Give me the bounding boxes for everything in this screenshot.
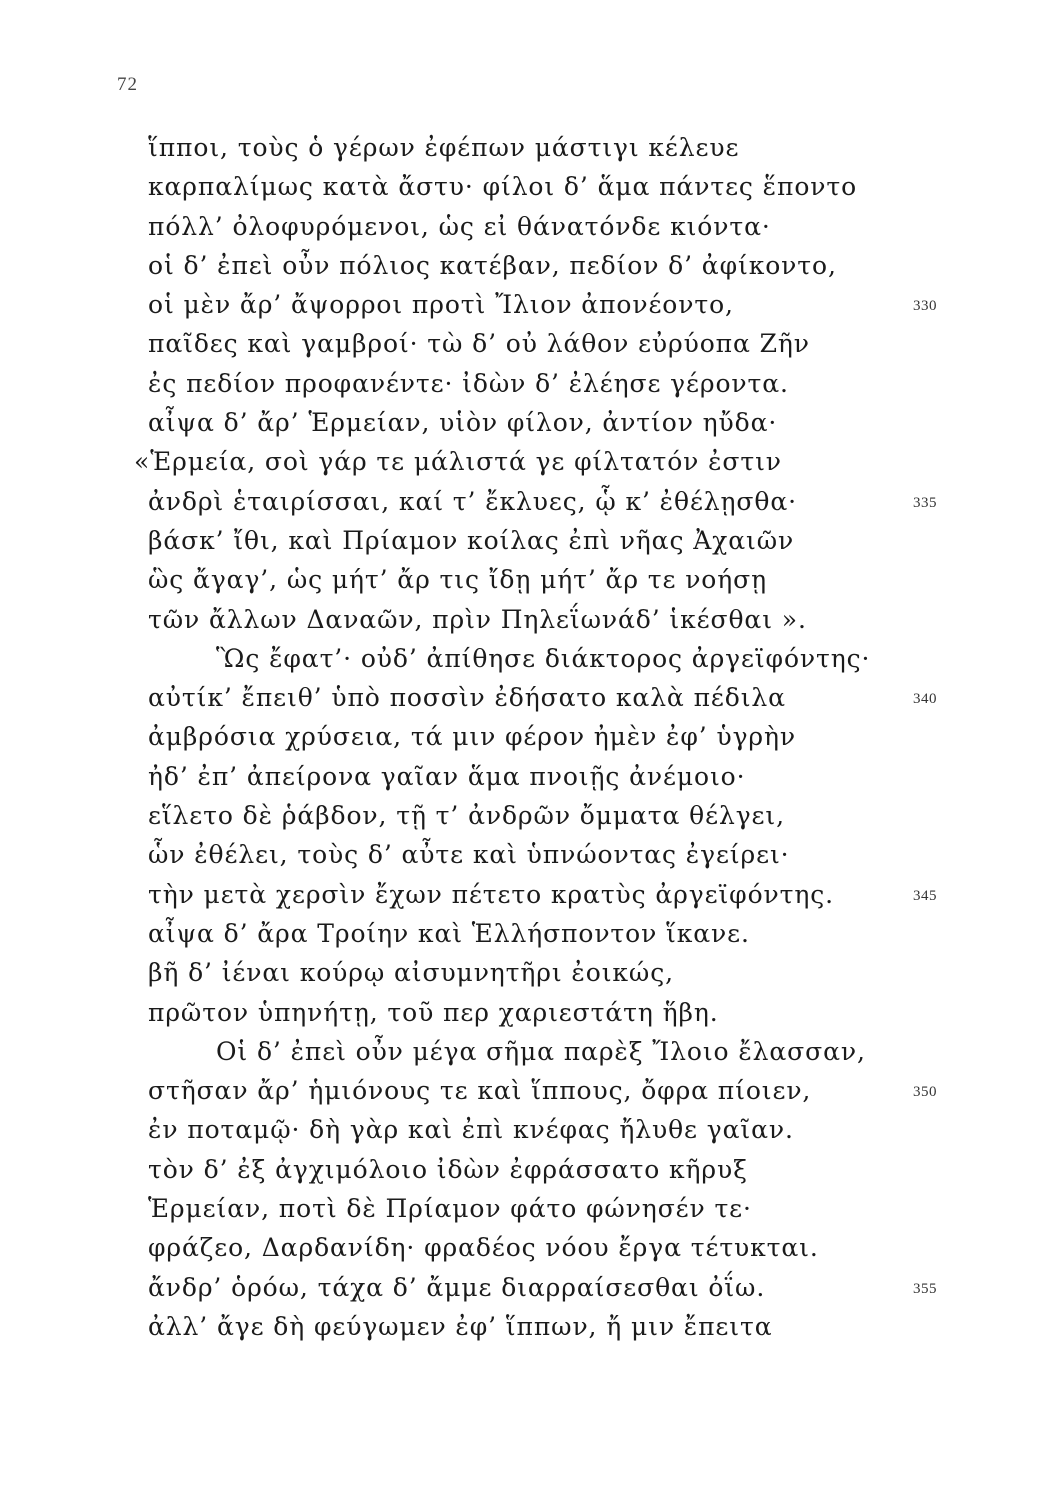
verse-line [0,796,1038,835]
line-number: 355 [913,1280,937,1297]
verse-text: οἱ δ’ ἐπεὶ οὖν πόλιος κατέβαν, πεδίον δ’ ἀφίκοντο, [148,250,837,280]
verse-line [0,167,1038,206]
verse-text: ἀλλ’ ἄγε δὴ φεύγωμεν ἐφ’ ἵππων, ἤ μιν ἔπειτα [148,1311,773,1341]
verse-line [0,914,1038,953]
verse-line [0,1228,1038,1267]
line-number: 330 [913,298,937,315]
verse-line [0,835,1038,874]
verse-text: «Ἑρμεία, σοὶ γάρ τε μάλιστά γε φίλτατόν ἐστιν [134,447,782,477]
verse-line [0,1189,1038,1228]
verse-line [0,1032,1038,1071]
verse-line [0,560,1038,599]
verse-text: φράζεο, Δαρδανίδη· φραδέος νόου ἔργα τέτυκται. [148,1233,819,1263]
verse-line [0,364,1038,403]
verse-text: ἠδ’ ἐπ’ ἀπείρονα γαῖαν ἅμα πνοιῇς ἀνέμοιο· [148,761,746,791]
verse-line [0,521,1038,560]
verse-text: καρπαλίμως κατὰ ἄστυ· φίλοι δ’ ἅμα πάντες ἕποντο [148,172,858,202]
page-number: 72 [117,74,138,95]
verse-text: ἀμβρόσια χρύσεια, τά μιν φέρον ἠμὲν ἐφ’ ὑγρὴν [148,722,796,752]
verse-text: ἀνδρὶ ἑταιρίσσαι, καί τ’ ἔκλυες, ᾧ κ’ ἐθέλῃσθα· [148,486,797,516]
verse-text: οἱ μὲν ἄρ’ ἄψορροι προτὶ Ἴλιον ἀπονέοντο, [148,290,734,320]
verse-text: τὸν δ’ ἐξ ἀγχιμόλοιο ἰδὼν ἐφράσσατο κῆρυξ [148,1154,748,1184]
line-number: 350 [913,1084,937,1101]
verse-line [0,128,1038,167]
verse-text: εἵλετο δὲ ῥάβδον, τῇ τ’ ἀνδρῶν ὄμματα θέλγει, [148,801,785,831]
verse-text: αἶψα δ’ ἄρα Τροίην καὶ Ἑλλήσποντον ἵκανε. [148,918,750,948]
verse-text: στῆσαν ἄρ’ ἡμιόνους τε καὶ ἵππους, ὄφρα πίοιεν, [148,1076,812,1106]
verse-text: τῶν ἄλλων Δαναῶν, πρὶν Πηλεΐωνάδ’ ἱκέσθαι ». [148,604,807,634]
verse-text: παῖδες καὶ γαμβροί· τὼ δ’ οὐ λάθον εὐρύοπα Ζῆν [148,329,810,359]
verse-text: τὴν μετὰ χερσὶν ἔχων πέτετο κρατὺς ἀργεϊφόντης. [148,879,834,909]
verse-line [0,482,1038,521]
verse-line [0,1110,1038,1149]
verse-text: ὣς ἄγαγ’, ὡς μήτ’ ἄρ τις ἴδῃ μήτ’ ἄρ τε νοήσῃ [148,565,767,595]
verse-text: βῆ δ’ ἰέναι κούρῳ αἰσυμνητῆρι ἐοικώς, [148,958,674,988]
verse-line [0,1071,1038,1110]
verse-line [0,639,1038,678]
verse-text: Ὣς ἔφατ’· οὐδ’ ἀπίθησε διάκτορος ἀργεϊφόντης· [216,643,871,673]
verse-line [0,442,1038,481]
verse-line [0,1307,1038,1346]
verse-block [0,128,1038,1346]
verse-text: αἶψα δ’ ἄρ’ Ἑρμείαν, υἱὸν φίλον, ἀντίον ηὔδα· [148,408,778,438]
verse-line [0,717,1038,756]
verse-text: Ἑρμείαν, ποτὶ δὲ Πρίαμον φάτο φώνησέν τε· [148,1194,752,1224]
verse-line [0,678,1038,717]
line-number: 340 [913,691,937,708]
verse-line [0,600,1038,639]
verse-line [0,757,1038,796]
verse-line [0,403,1038,442]
verse-text: πρῶτον ὑπηνήτῃ, τοῦ περ χαριεστάτη ἥβη. [148,997,719,1027]
verse-text: ἐν ποταμῷ· δὴ γὰρ καὶ ἐπὶ κνέφας ἤλυθε γαῖαν. [148,1115,794,1145]
verse-line [0,207,1038,246]
verse-line [0,1268,1038,1307]
verse-text: βάσκ’ ἴθι, καὶ Πρίαμον κοίλας ἐπὶ νῆας Ἀχαιῶν [148,525,795,555]
verse-line [0,324,1038,363]
verse-line [0,993,1038,1032]
verse-text: αὐτίκ’ ἔπειθ’ ὑπὸ ποσσὶν ἐδήσατο καλὰ πέδιλα [148,683,786,713]
verse-line [0,875,1038,914]
line-number: 345 [913,887,937,904]
line-number: 335 [913,494,937,511]
verse-line [0,246,1038,285]
verse-line [0,953,1038,992]
verse-text: ἵπποι, τοὺς ὁ γέρων ἐφέπων μάστιγι κέλευε [148,133,740,162]
verse-line [0,285,1038,324]
verse-text: πόλλ’ ὀλοφυρόμενοι, ὡς εἰ θάνατόνδε κιόντα· [148,211,771,241]
verse-line [0,1150,1038,1189]
verse-text: ἄνδρ’ ὁρόω, τάχα δ’ ἄμμε διαρραίσεσθαι ὀΐω. [148,1272,766,1302]
verse-text: ὧν ἐθέλει, τοὺς δ’ αὖτε καὶ ὑπνώοντας ἐγείρει· [148,840,790,870]
verse-text: Οἱ δ’ ἐπεὶ οὖν μέγα σῆμα παρὲξ Ἴλοιο ἔλασσαν, [216,1036,866,1066]
verse-text: ἐς πεδίον προφανέντε· ἰδὼν δ’ ἐλέησε γέροντα. [148,368,789,398]
